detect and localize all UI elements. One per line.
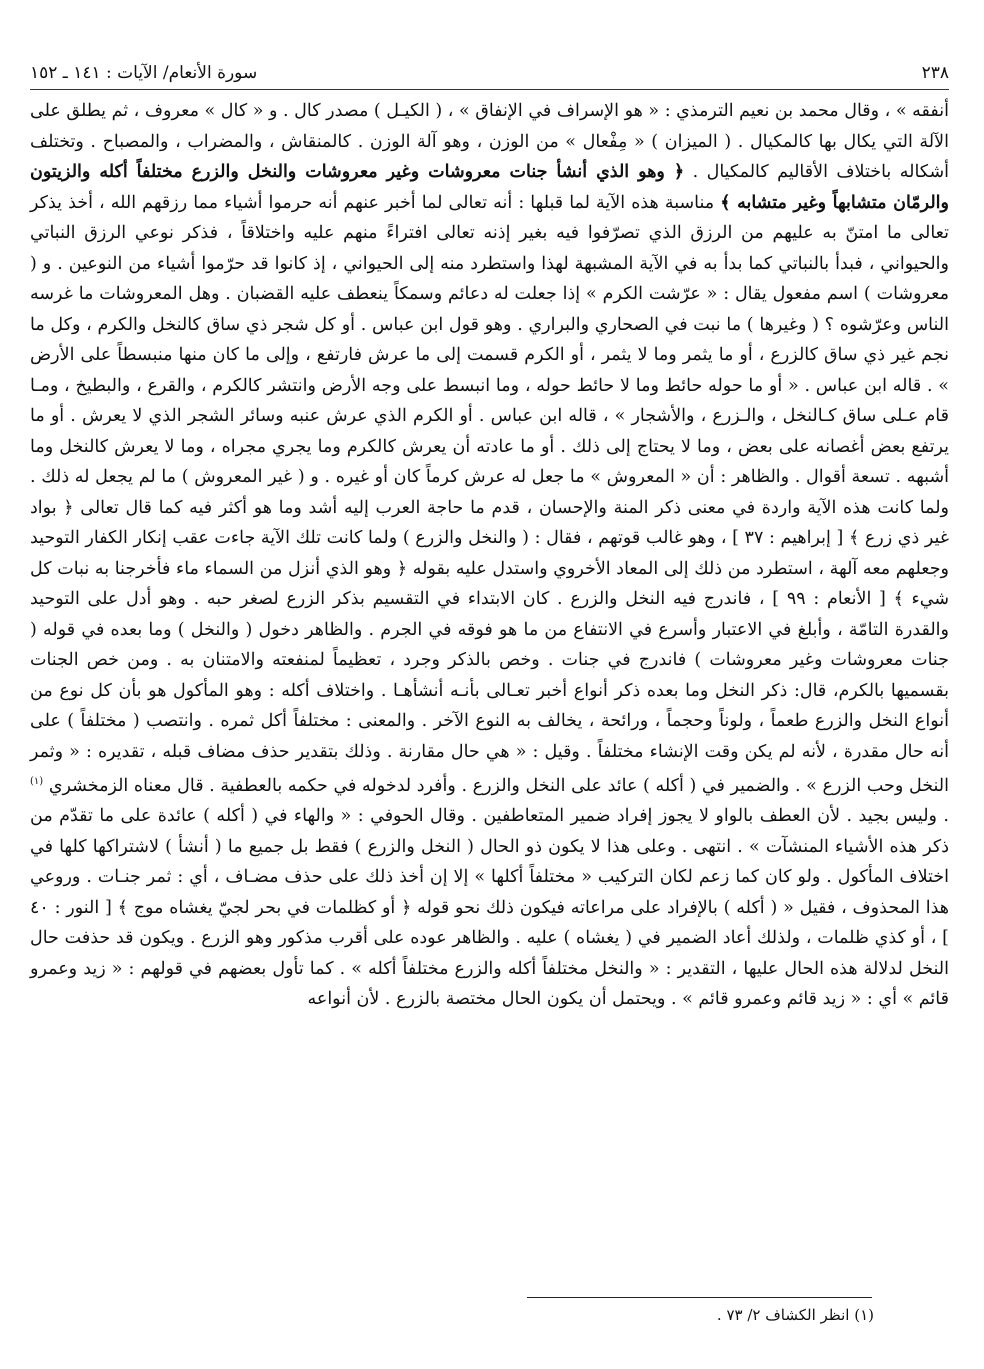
page-header xyxy=(30,58,949,88)
footnote-marker: (١) xyxy=(30,776,44,787)
running-title: سورة الأنعام/ الآيات : ١٤١ ـ ١٥٢ xyxy=(30,63,258,83)
page-number: ٢٣٨ xyxy=(921,63,949,83)
text-run: مناسبة هذه الآية لما قبلها : أنه تعالى لما أخبر عنهم أنه حرموا أشياء مما رزقهم الله ، أخذ يذكر تعالى ما امتنّ به عليهم من الرزق الذي تصرّفوا فيه بغير إذنه تعالى افتراءً منهم عليه واختلاقاً ، فذكر نوعي الرزق النباتي والحيواني ، فبدأ بالنباتي كما بدأ به في الآية المشبهة لهذا واستطرد منه إلى الحيواني ، إذ كانوا قد حرّموا أشياء من النوعين . و ( معروشات ) اسم مفعول يقال : « عرّشت الكرم » إذا جعلت له دعائم وسمكاً ينعطف عليه القضبان . وهل المعروشات ما غرسه الناس وعرّشوه ؟ ( وغيرها ) ما نبت في الصحاري والبراري . وهو قول ابن عباس . أو كل شجر ذي ساق كالنخل والكرم ، وكل ما نجم غير ذي ساق كالزرع ، أو ما يثمر وما لا يثمر ، أو الكرم قسمت إلى ما عرش فارتفع ، وإلى ما كان منها منبسطاً على الأرض » . قاله ابن عباس . « أو ما حوله حائط وما لا حائط حوله ، وما انبسط على وجه الأرض وانتشر كالكرم ، والقرع ، والبطيخ ، ومـا قام عـلى ساق كـالنخل ، والـزرع ، والأشجار » ، قاله ابن عباس . أو الكرم الذي عرش عنبه وسائر الشجر الذي لا يعرش . أو ما يرتفع بعض أغصانه على بعض ، وما لا يحتاج إلى ذلك . أو ما عادته أن يعرش كالكرم وما يجري مجراه ، وما لا يعرش كالنخل وما أشبهه . تسعة أقوال . والظاهر : أن « المعروش » ما جعل له عرش كرماً كان أو غيره . و ( غير المعروش ) ما لم يجعل له ذلك . ولما كانت هذه الآية واردة في معنى ذكر المنة والإحسان ، قدم ما حاجة العرب إليه أشد وما هو أكثر فيه كما قال تعالى ﴿ بواد غير ذي زرع ﴾ [ إبراهيم : ٣٧ ] ، وهو غالب قوتهم ، فقال : ( والنخل والزرع ) ولما كانت تلك الآية جاءت عقب إنكار الكفار التوحيد وجعلهم معه آلهة ، استطرد من ذلك إلى المعاد الأخروي واستدل عليه بقوله ﴿ وهو الذي أنزل من السماء ماء فأخرجنا به نبات كل شيء ﴾ [ الأنعام : ٩٩ ] ، فاندرج فيه النخل والزرع . كان الابتداء في التقسيم بذكر الزرع لصغر حبه . وهو أدل على التوحيد والقدرة التامّة ، وأبلغ في الاعتبار وأسرع في الانتفاع من ما هو فوقه في الجرم . والظاهر دخول ( والنخل ) وما بعده في قوله ( جنات معروشات وغير معروشات ) فاندرج في جنات . وخص بالذكر وجرد ، تعظيماً لمنفعته والامتنان به . ومن خص الجنات بقسميها بالكرم، قال: ذكر النخل وما بعده ذكر أنواع أخبر تعـالى بأنـه أنشأهـا . واختلاف أكله : وهو المأكول هو بأن كل نوع من أنواع النخل والزرع طعماً ، ولوناً وحجماً ، ورائحة ، يخالف به النوع الآخر . والمعنى : مختلفاً أكل ثمره . وانتصب ( مختلفاً ) على أنه حال مقدرة ، لأنه لم يكن وقت الإنشاء مختلفاً . وقيل : « هي حال مقارنة . وذلك بتقدير حذف مضاف قبله ، تقديره : « وثمر النخل وحب الزرع » . والضمير في ( أكله ) عائد على النخل والزرع . وأفرد لدخوله في حكمه بالعطفية . قال معناه الزمخشري xyxy=(30,192,950,796)
text-run: . وليس بجيد . لأن العطف بالواو لا يجوز إفراد ضمير المتعاطفين . وقال الحوفي : « والهاء في ( أكله ) عائدة على ما تقدّم من ذكر هذه الأشياء المنشآت » . انتهى . وعلى هذا لا يكون ذو الحال ( النخل والزرع ) فقط بل جميع ما ( أنشأ ) لاشتراكها كلها في اختلاف المأكول . ولو كان كما زعم لكان التركيب « مختلفاً أكلها » إلا إن أخذ ذلك على حذف مضـاف ، أي : ثمر جنـات . وروعي هذا المحذوف ، فقيل « ( أكله ) بالإفراد على مراعاته فيكون ذلك نحو قوله ﴿ أو كظلمات في بحر لجيّ يغشاه موج ﴾ [ النور : ٤٠ ] ، أو كذي ظلمات ، ولذلك أعاد الضمير في ( يغشاه ) عليه . والظاهر عوده على أقرب مذكور وهو الزرع . ويكون قد حذفت حال النخل لدلالة هذه الحال عليها ، التقدير : « والنخل مختلفاً أكله والزرع مختلفاً أكله » . كما تأول بعضهم في قولهم : « زيد وعمرو قائم » أي : « زيد قائم وعمرو قائم » . ويحتمل أن يكون الحال مختصة بالزرع . لأن أنواعه xyxy=(30,806,949,1010)
body-text xyxy=(30,96,949,1015)
text-run: أنفقه » ، وقال محمد بن نعيم الترمذي : « هو الإسراف في الإنفاق » ، ( الكيـل ) مصدر كال . و « كال » معروف ، ثم يطلق على الآلة التي يكال بها كالمكيال . ( الميزان ) « مِفْعال » من الوزن ، وهو آلة الوزن . كالمنقاش ، والمضراب ، والمصباح . وتختلف أشكاله باختلاف الأقاليم كالمكيال . xyxy=(30,101,949,182)
footnote-rule xyxy=(527,1297,872,1298)
header-rule xyxy=(30,89,949,90)
quran-verse: ﴿ وهو الذي أنشأ جنات معروشات وغير معروشات والنخل والزرع مختلفاً أكله والزيتون والرمّان متشابهاً وغير متشابه ﴾ xyxy=(30,162,949,213)
paragraph xyxy=(30,96,949,1015)
footnote: (١) انظر الكشاف ٢/ ٧٣ . xyxy=(716,1306,874,1324)
